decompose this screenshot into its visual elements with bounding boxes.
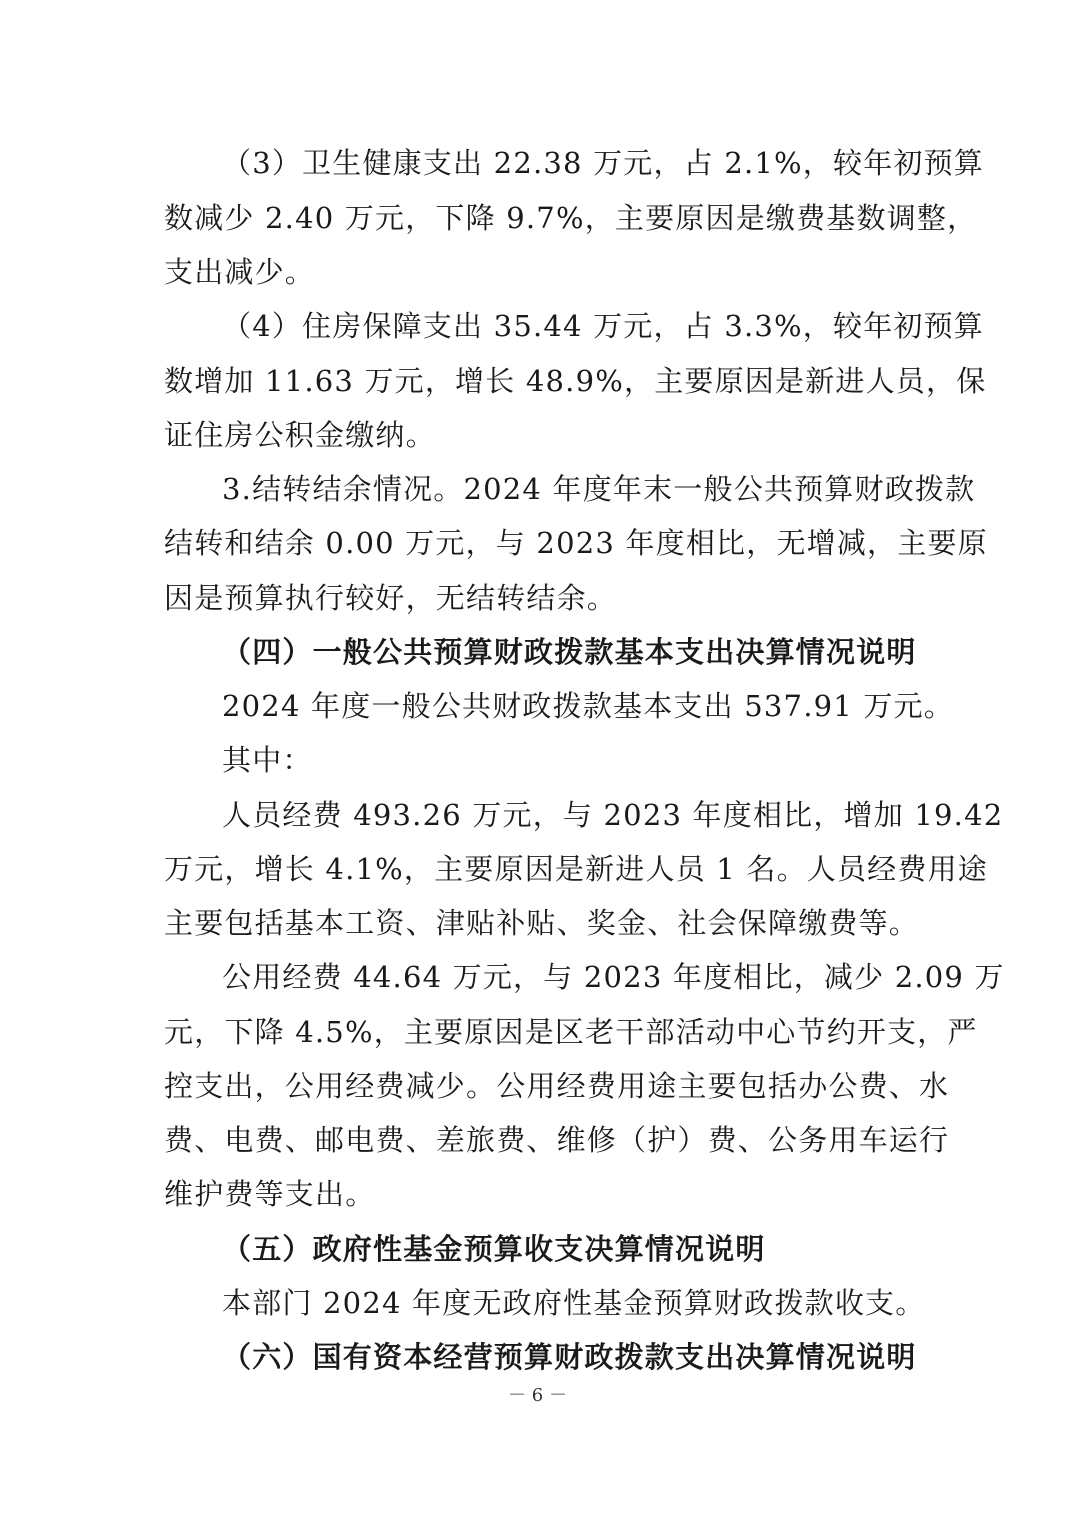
- paragraph-line: 主要包括基本工资、津贴补贴、奖金、社会保障缴费等。: [164, 906, 920, 940]
- section-heading: （六）国有资本经营预算财政拨款支出决算情况说明: [222, 1340, 917, 1374]
- paragraph-line: 数减少 2.40 万元，下降 9.7%，主要原因是缴费基数调整，: [164, 201, 978, 235]
- paragraph-line: 3.结转结余情况。2024 年度年末一般公共预算财政拨款: [222, 472, 976, 506]
- paragraph-line: （4）住房保障支出 35.44 万元，占 3.3%，较年初预算: [222, 309, 985, 343]
- paragraph-line: 2024 年度一般公共财政拨款基本支出 537.91 万元。: [222, 689, 954, 723]
- paragraph-line: 万元，增长 4.1%，主要原因是新进人员 1 名。人员经费用途: [164, 852, 988, 886]
- paragraph-line: 费、电费、邮电费、差旅费、维修（护）费、公务用车运行: [164, 1123, 950, 1157]
- paragraph-line: 控支出，公用经费减少。公用经费用途主要包括办公费、水: [164, 1069, 950, 1103]
- paragraph-line: 公用经费 44.64 万元，与 2023 年度相比，减少 2.09 万: [222, 960, 1005, 994]
- paragraph-line: 维护费等支出。: [164, 1177, 376, 1211]
- section-heading: （五）政府性基金预算收支决算情况说明: [222, 1232, 766, 1266]
- paragraph-line: （3）卫生健康支出 22.38 万元，占 2.1%，较年初预算: [222, 146, 985, 180]
- paragraph-line: 结转和结余 0.00 万元，与 2023 年度相比，无增减，主要原: [164, 526, 988, 560]
- page-number: － 6 －: [508, 1385, 567, 1406]
- section-heading: （四）一般公共预算财政拨款基本支出决算情况说明: [222, 635, 917, 669]
- paragraph-line: 本部门 2024 年度无政府性基金预算财政拨款收支。: [222, 1286, 926, 1320]
- paragraph-line: 人员经费 493.26 万元，与 2023 年度相比，增加 19.42: [222, 798, 1004, 832]
- paragraph-line: 数增加 11.63 万元，增长 48.9%，主要原因是新进人员，保: [164, 364, 987, 398]
- paragraph-line: 其中：: [222, 743, 313, 777]
- paragraph-line: 支出减少。: [164, 255, 316, 289]
- paragraph-line: 因是预算执行较好，无结转结余。: [164, 581, 618, 615]
- paragraph-line: 证住房公积金缴纳。: [164, 418, 436, 452]
- paragraph-line: 元，下降 4.5%，主要原因是区老干部活动中心节约开支，严: [164, 1015, 978, 1049]
